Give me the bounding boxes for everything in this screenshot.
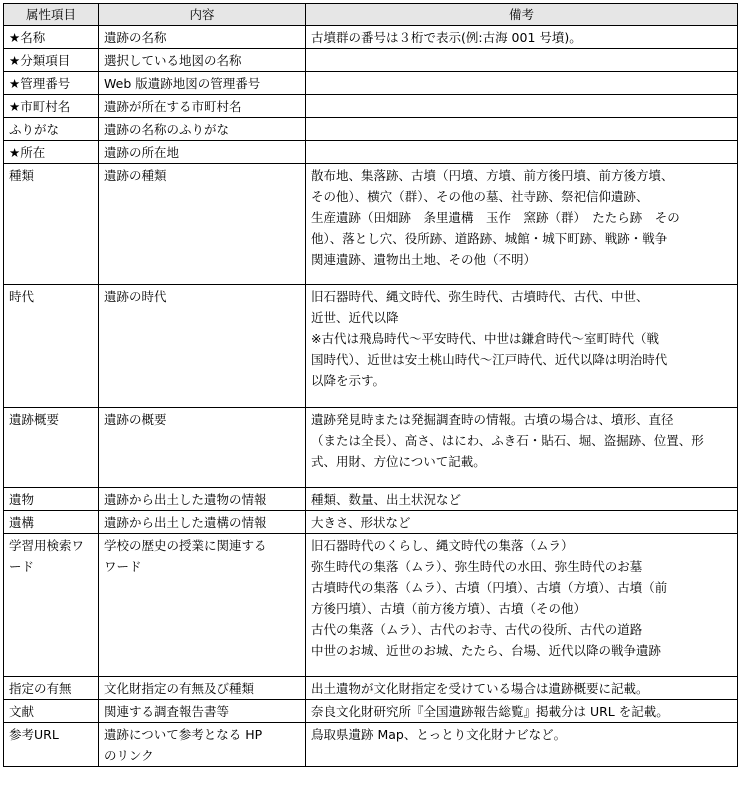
content-line: 関連する調査報告書等 (104, 704, 230, 719)
content-cell (99, 511, 306, 534)
attribute-cell: 参考URL (4, 723, 99, 767)
note-line: 生産遺跡（田畑跡 条里遺構 玉作 窯跡（群） たたら跡 その (311, 210, 680, 225)
table-row (4, 141, 738, 164)
table-row (4, 95, 738, 118)
content-cell (99, 49, 306, 72)
content-line: 遺跡の概要 (104, 412, 167, 427)
table-row (4, 26, 738, 49)
note-line: 方後円墳）、古墳（前方後方墳）、古墳（その他） (311, 601, 587, 616)
content-line: 遺跡から出土した遺物の情報 (104, 492, 267, 507)
attribute-cell: 学習用検索ワード (4, 534, 99, 677)
attribute-table (3, 3, 738, 767)
content-cell (99, 95, 306, 118)
note-line: 古代の集落（ムラ）、古代のお寺、古代の役所、古代の道路 (311, 622, 643, 637)
table-row (4, 723, 738, 767)
note-line: 種類、数量、出土状況など (311, 492, 462, 507)
content-cell (99, 118, 306, 141)
note-line: 以降を示す。 (311, 373, 386, 388)
note-cell (306, 700, 738, 723)
table-row (4, 511, 738, 534)
content-cell (99, 723, 306, 767)
content-cell (99, 700, 306, 723)
content-cell (99, 285, 306, 408)
content-cell (99, 408, 306, 488)
table-row (4, 285, 738, 408)
content-line: 遺跡の種類 (104, 168, 167, 183)
attribute-table-container (3, 3, 738, 767)
note-cell (306, 118, 738, 141)
note-cell (306, 285, 738, 408)
note-line: 式、用財、方位について記載。 (311, 454, 486, 469)
content-line: 遺跡の名称 (104, 30, 167, 45)
note-line: 散布地、集落跡、古墳（円墳、方墳、前方後円墳、前方後方墳、 (311, 168, 674, 183)
note-cell (306, 164, 738, 285)
content-cell (99, 141, 306, 164)
note-line: 国時代）、近世は安土桃山時代～江戸時代、近代以降は明治時代 (311, 352, 668, 367)
note-cell (306, 534, 738, 677)
note-line: 他）、落とし穴、役所跡、道路跡、城館・城下町跡、戦跡・戦争 (311, 231, 668, 246)
header-attribute: 属性項目 (4, 4, 99, 26)
note-line: 大きさ、形状など (311, 515, 411, 530)
attribute-cell: ふりがな (4, 118, 99, 141)
attribute-cell: 指定の有無 (4, 677, 99, 700)
table-row (4, 488, 738, 511)
note-line: 奈良文化財研究所『全国遺跡報告総覧』掲載分は URL を記載。 (311, 704, 669, 719)
note-line: 弥生時代の集落（ムラ）、弥生時代の水田、弥生時代のお墓 (311, 559, 643, 574)
attribute-cell: 文献 (4, 700, 99, 723)
header-note: 備考 (306, 4, 738, 26)
attribute-cell: ★管理番号 (4, 72, 99, 95)
note-cell (306, 677, 738, 700)
note-line: ※古代は飛鳥時代～平安時代、中世は鎌倉時代～室町時代（戦 (311, 331, 659, 346)
attribute-cell: 遺物 (4, 488, 99, 511)
content-cell (99, 488, 306, 511)
note-line: 関連遺跡、遺物出土地、その他（不明） (311, 252, 537, 267)
content-line: Web 版遺跡地図の管理番号 (104, 76, 261, 91)
note-cell (306, 723, 738, 767)
content-cell (99, 534, 306, 677)
header-content: 内容 (99, 4, 306, 26)
note-line: 古墳群の番号は３桁で表示(例:古海 001 号墳)。 (311, 30, 582, 45)
header-row (4, 4, 738, 26)
content-line: 遺跡から出土した遺構の情報 (104, 515, 267, 530)
note-cell (306, 511, 738, 534)
content-line: 学校の歴史の授業に関連する (104, 538, 267, 553)
note-line: 遺跡発見時または発掘調査時の情報。古墳の場合は、墳形、直径 (311, 412, 674, 427)
note-cell (306, 72, 738, 95)
content-line: ワード (104, 559, 142, 574)
content-line: 遺跡の時代 (104, 289, 167, 304)
note-line: その他）、横穴（群）、その他の墓、社寺跡、祭祀信仰遺跡、 (311, 189, 649, 204)
attribute-cell: 遺跡概要 (4, 408, 99, 488)
attribute-cell: ★名称 (4, 26, 99, 49)
note-line: 旧石器時代、縄文時代、弥生時代、古墳時代、古代、中世、 (311, 289, 649, 304)
content-cell (99, 26, 306, 49)
note-cell (306, 49, 738, 72)
content-line: 遺跡の名称のふりがな (104, 122, 230, 137)
note-cell (306, 95, 738, 118)
note-line: 古墳時代の集落（ムラ）、古墳（円墳）、古墳（方墳）、古墳（前 (311, 580, 668, 595)
table-row (4, 408, 738, 488)
note-line: 出土遺物が文化財指定を受けている場合は遺跡概要に記載。 (311, 681, 649, 696)
note-line: 旧石器時代のくらし、縄文時代の集落（ムラ） (311, 538, 574, 553)
content-cell (99, 677, 306, 700)
content-line: 遺跡について参考となる HP (104, 727, 263, 742)
table-row (4, 164, 738, 285)
note-line: 近世、近代以降 (311, 310, 399, 325)
table-row (4, 118, 738, 141)
table-row (4, 49, 738, 72)
table-row (4, 534, 738, 677)
content-line: 選択している地図の名称 (104, 53, 242, 68)
attribute-cell: 遺構 (4, 511, 99, 534)
note-cell (306, 141, 738, 164)
table-row (4, 677, 738, 700)
note-cell (306, 26, 738, 49)
table-row (4, 72, 738, 95)
note-line: （または全長）、高さ、はにわ、ふき石・貼石、堀、盗掘跡、位置、形 (311, 433, 704, 448)
content-cell (99, 164, 306, 285)
note-cell (306, 488, 738, 511)
note-line: 鳥取県遺跡 Map、とっとり文化財ナビなど。 (311, 727, 567, 742)
note-cell (306, 408, 738, 488)
attribute-cell: ★所在 (4, 141, 99, 164)
table-row (4, 700, 738, 723)
attribute-cell: 時代 (4, 285, 99, 408)
attribute-cell: 種類 (4, 164, 99, 285)
content-line: のリンク (104, 748, 154, 763)
content-cell (99, 72, 306, 95)
attribute-cell: ★市町村名 (4, 95, 99, 118)
content-line: 遺跡が所在する市町村名 (104, 99, 242, 114)
content-line: 文化財指定の有無及び種類 (104, 681, 255, 696)
content-line: 遺跡の所在地 (104, 145, 180, 160)
note-line: 中世のお城、近世のお城、たたら、台場、近代以降の戦争遺跡 (311, 643, 662, 658)
attribute-cell: ★分類項目 (4, 49, 99, 72)
